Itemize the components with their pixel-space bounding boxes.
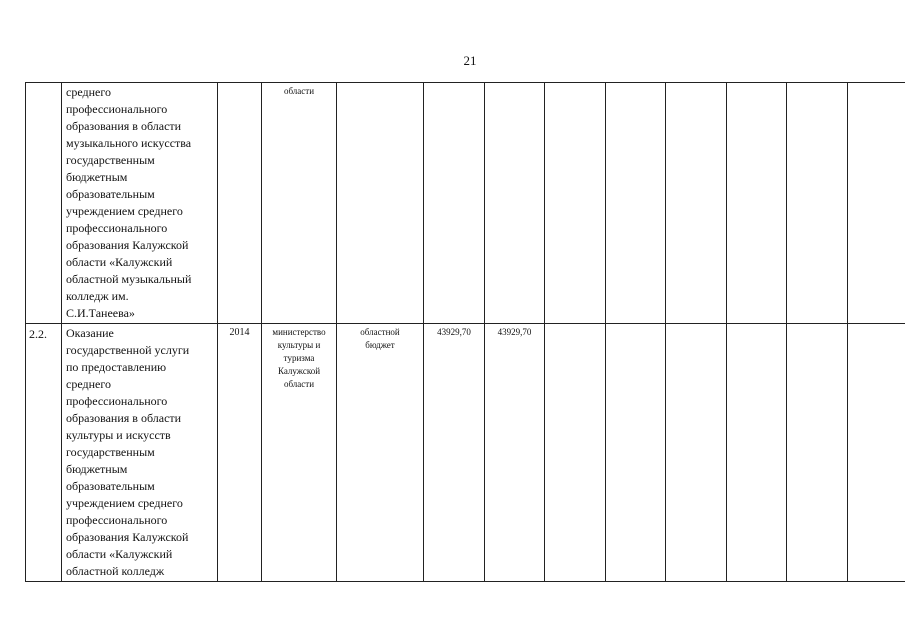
- value-cell: 43929,70: [485, 324, 545, 582]
- empty-cell: [606, 324, 666, 582]
- empty-cell: [666, 324, 727, 582]
- empty-cell: [727, 324, 787, 582]
- table-row: [26, 83, 905, 324]
- row-number: [26, 83, 62, 324]
- empty-cell: [727, 83, 787, 324]
- executor-cell: министерство культуры и туризма Калужской области: [262, 324, 337, 582]
- empty-cell: [545, 324, 606, 582]
- executor-cell: области: [262, 83, 337, 324]
- year-cell: [218, 83, 262, 324]
- empty-cell: [545, 83, 606, 324]
- total-cell: 43929,70: [424, 324, 485, 582]
- value-cell: [485, 83, 545, 324]
- empty-cell: [606, 83, 666, 324]
- empty-cell: [787, 83, 848, 324]
- empty-cell: [666, 83, 727, 324]
- funding-source-cell: [337, 83, 424, 324]
- table-row: [26, 324, 905, 582]
- empty-cell: [787, 324, 848, 582]
- program-table: [25, 82, 905, 582]
- row-number: 2.2.: [26, 324, 62, 582]
- total-cell: [424, 83, 485, 324]
- activity-description: Оказание государственной услуги по предоставлению среднего профессионального образования в области культуры и искусств государственным бюджетным образовательным учреждением среднего профессионального образования Калужской области «Калужский областной колледж: [62, 324, 218, 582]
- page-number: 21: [463, 53, 477, 68]
- activity-description: среднего профессионального образования в области музыкального искусства государственным бюджетным образовательным учреждением среднего профессионального образования Калужской области «Калужский областной музыкальный колледж им. С.И.Танеева»: [62, 83, 218, 324]
- empty-cell: [848, 324, 905, 582]
- funding-source-cell: областной бюджет: [337, 324, 424, 582]
- year-cell: 2014: [218, 324, 262, 582]
- empty-cell: [848, 83, 905, 324]
